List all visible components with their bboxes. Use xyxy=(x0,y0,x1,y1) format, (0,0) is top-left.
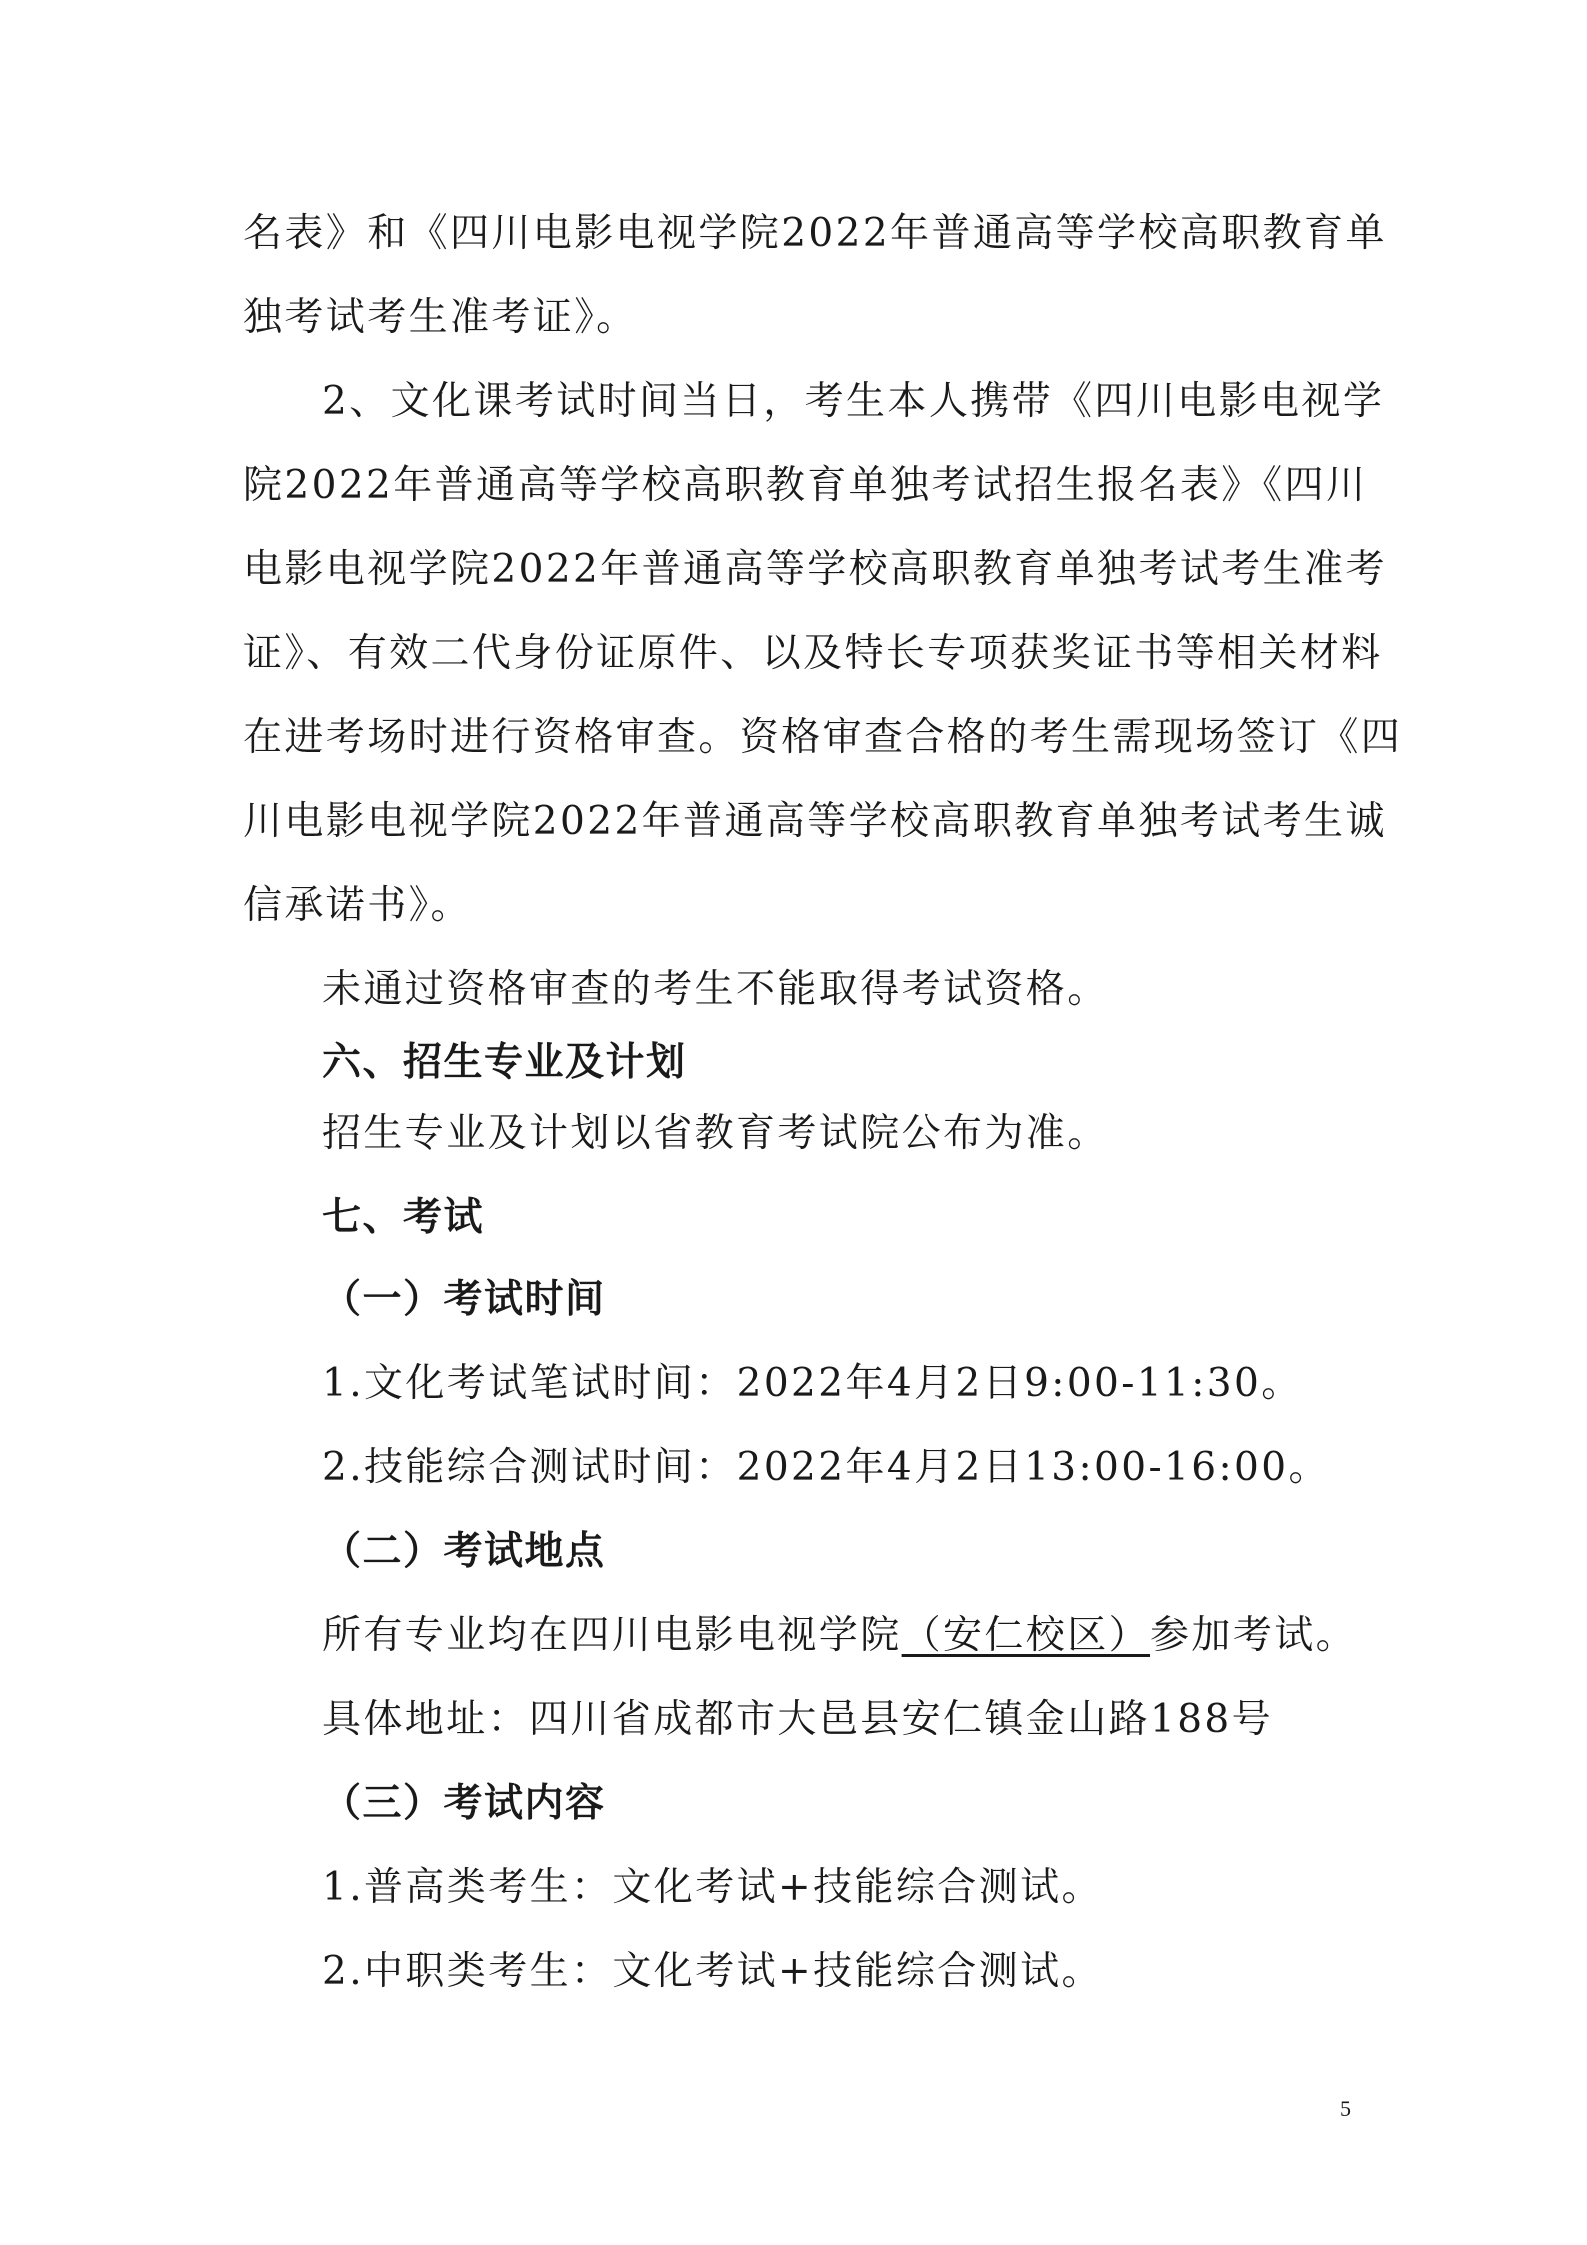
list-item: 1.普高类考生：文化考试+技能综合测试。 xyxy=(322,1865,1103,1910)
paragraph-line: 院2022年普通高等学校高职教育单独考试招生报名表》《四川 xyxy=(243,463,1368,508)
paragraph-line: 川电影电视学院2022年普通高等学校高职教育单独考试考生诚 xyxy=(243,799,1387,844)
paragraph-line: 在进考场时进行资格审查。资格审查合格的考生需现场签订《四 xyxy=(243,715,1403,760)
location-campus: （安仁校区） xyxy=(901,1613,1151,1658)
list-item: 1.文化考试笔试时间：2022年4月2日9:00-11:30。 xyxy=(322,1361,1303,1406)
section-heading: 六、招生专业及计划 xyxy=(322,1040,687,1085)
subsection-heading: （二）考试地点 xyxy=(322,1529,606,1574)
subsection-heading: （一）考试时间 xyxy=(322,1277,606,1322)
paragraph-line: 2、文化课考试时间当日，考生本人携带《四川电影电视学 xyxy=(322,379,1385,424)
paragraph-line: 未通过资格审查的考生不能取得考试资格。 xyxy=(322,967,1109,1012)
page-number: 5 xyxy=(1340,2096,1351,2121)
paragraph-line: 独考试考生准考证》。 xyxy=(243,295,638,340)
list-item: 2.中职类考生：文化考试+技能综合测试。 xyxy=(322,1949,1103,1994)
location-prefix: 所有专业均在 xyxy=(322,1613,571,1658)
paragraph-line: 名表》和《四川电影电视学院2022年普通高等学校高职教育单 xyxy=(243,211,1387,256)
paragraph-line: 电影电视学院2022年普通高等学校高职教育单独考试考生准考 xyxy=(243,547,1387,592)
subsection-heading: （三）考试内容 xyxy=(322,1781,606,1826)
list-item: 2.技能综合测试时间：2022年4月2日13:00-16:00。 xyxy=(322,1445,1330,1490)
address-line: 具体地址：四川省成都市大邑县安仁镇金山路188号 xyxy=(322,1697,1274,1742)
location-school: 四川电影电视学院 xyxy=(570,1613,902,1658)
section-heading: 七、考试 xyxy=(322,1195,485,1240)
location-suffix: 参加考试。 xyxy=(1150,1613,1358,1658)
paragraph-line: 证》、有效二代身份证原件、以及特长专项获奖证书等相关材料 xyxy=(243,631,1383,676)
paragraph-line: 信承诺书》。 xyxy=(243,883,472,928)
location-line xyxy=(322,1610,1437,1662)
paragraph-line: 招生专业及计划以省教育考试院公布为准。 xyxy=(322,1111,1109,1156)
